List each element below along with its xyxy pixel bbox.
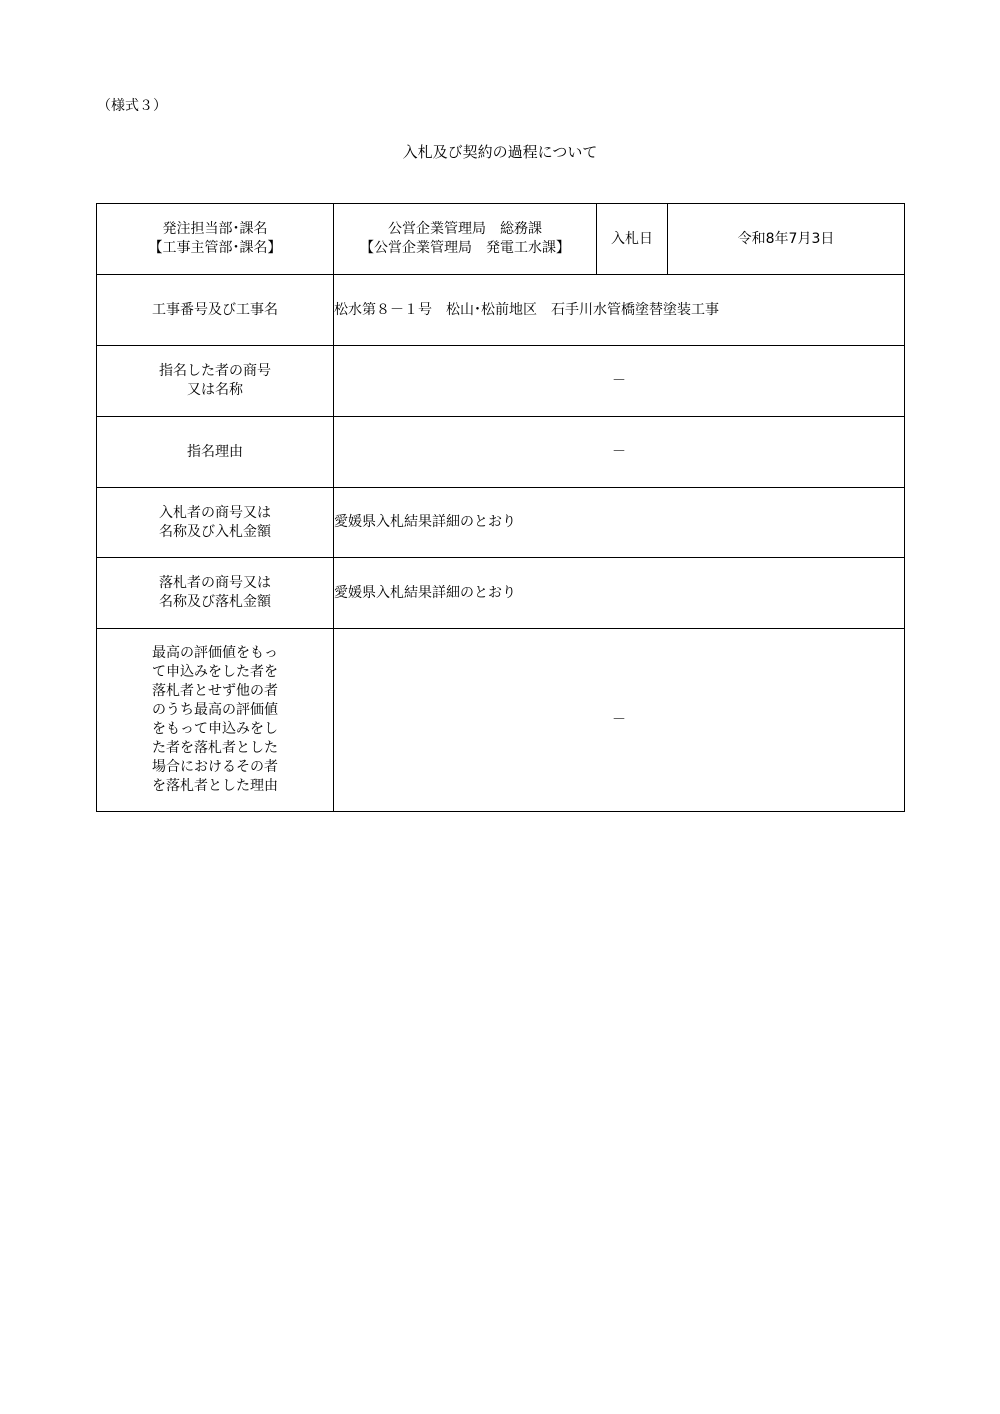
dept-label-cell (97, 204, 334, 275)
dept-value-cell (334, 204, 597, 275)
reason-label-cell (97, 417, 334, 488)
table-row-winner (97, 558, 905, 629)
bid-process-table (96, 203, 905, 812)
reason-label: 指名理由 (187, 443, 243, 460)
table-row-work (97, 275, 905, 346)
work-label-cell (97, 275, 334, 346)
winner-value: 愛媛県入札結果詳細のとおり (334, 584, 516, 601)
designated-value: － (612, 372, 626, 389)
document-title: 入札及び契約の過程について (402, 143, 598, 161)
dept-label: 発注担当部･課名 【工事主管部･課名】 (148, 221, 282, 256)
designated-label-cell (97, 346, 334, 417)
evaluation-label: 最高の評価値をもっ て申込みをした者を 落札者とせず他の者 のうち最高の評価値 をもって申込みをし た者を落札者とした 場合におけるその者 を落札者とした理由 (152, 645, 278, 794)
evaluation-value-cell (334, 629, 905, 812)
table-row-evaluation (97, 629, 905, 812)
table-row-designated (97, 346, 905, 417)
form-number-label: （様式３） (97, 98, 167, 114)
table-row-reason (97, 417, 905, 488)
bidders-value: 愛媛県入札結果詳細のとおり (334, 514, 516, 530)
work-value-cell (334, 275, 905, 346)
bidders-label: 入札者の商号又は 名称及び入札金額 (159, 504, 271, 540)
table-row-dept (97, 204, 905, 275)
work-value: 松水第８－１号 松山･松前地区 石手川水管橋塗替塗装工事 (334, 301, 719, 318)
winner-value-cell (334, 558, 905, 629)
bidders-value-cell (334, 488, 905, 558)
winner-label-cell (97, 558, 334, 629)
dept-value: 公営企業管理局 総務課 【公営企業管理局 発電工水課】 (360, 221, 570, 256)
designated-label: 指名した者の商号 又は名称 (159, 363, 271, 398)
evaluation-label-cell (97, 629, 334, 812)
evaluation-value: － (612, 711, 626, 728)
work-label: 工事番号及び工事名 (152, 301, 278, 318)
bidders-label-cell (97, 488, 334, 558)
reason-value: － (612, 443, 626, 460)
table-row-bidders (97, 488, 905, 558)
bid-date-label-cell (597, 204, 668, 275)
winner-label: 落札者の商号又は 名称及び落札金額 (159, 575, 271, 610)
reason-value-cell (334, 417, 905, 488)
bid-date-label: 入札日 (611, 230, 653, 247)
bid-date-value-cell (668, 204, 905, 275)
bid-date-value: 令和8年7月3日 (737, 230, 835, 247)
designated-value-cell (334, 346, 905, 417)
